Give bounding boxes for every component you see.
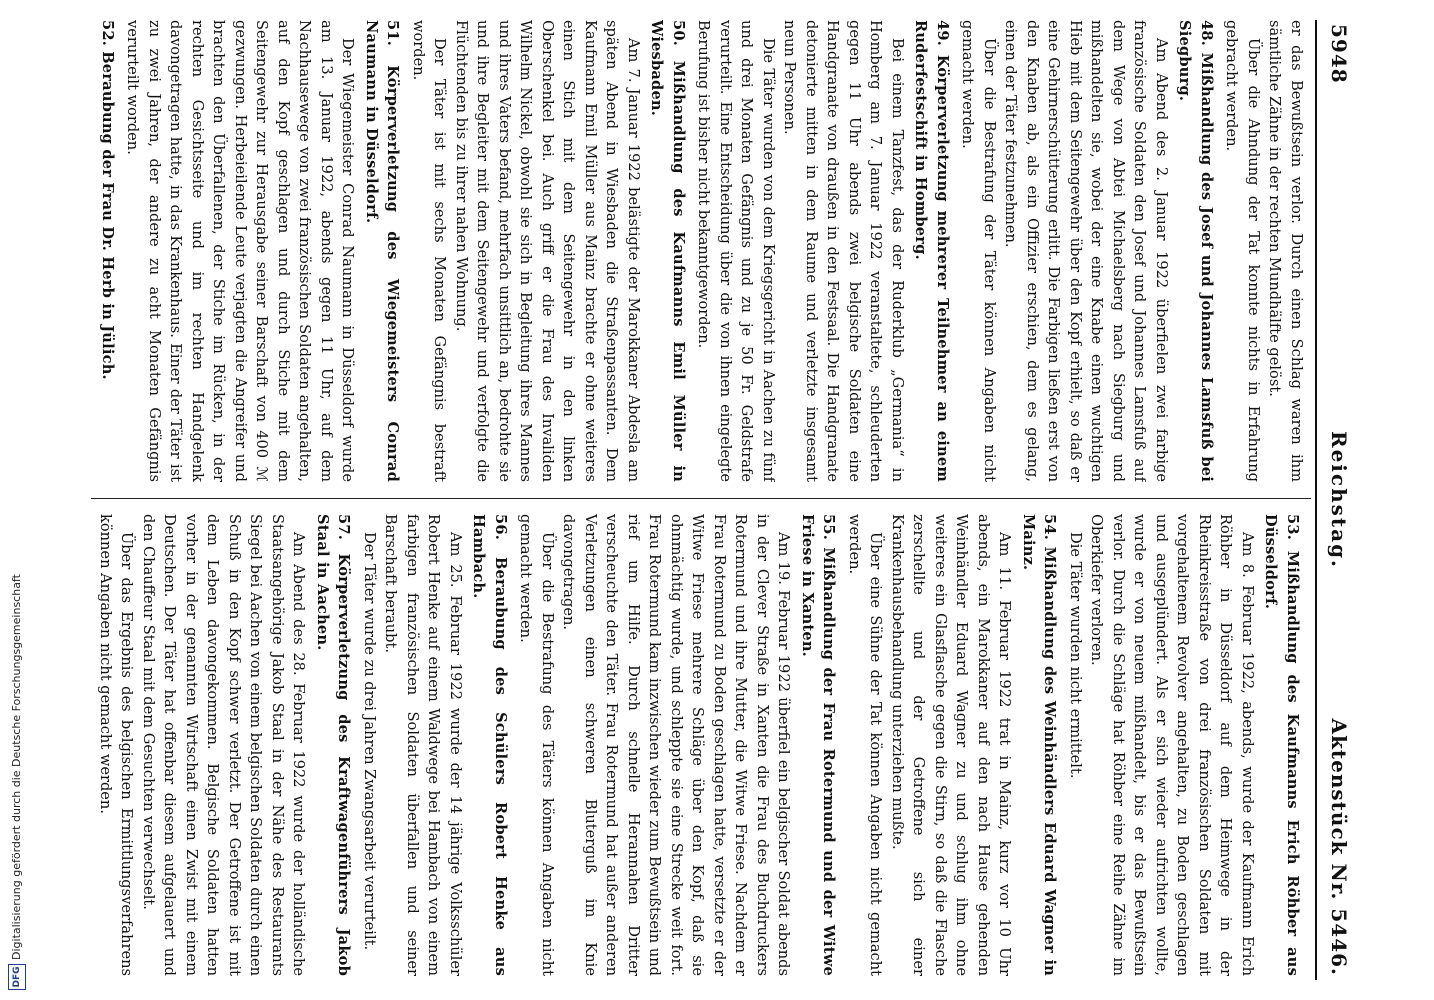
paragraph: er das Bewußtsein verlor. Durch einen Schlag waren ihm sämtliche Zähne in der rechten Mundhälfte gelöst. xyxy=(1266,20,1305,482)
section-heading: 51. Körperverletzung des Wiegemeisters Conrad Naumann in Düsseldorf. xyxy=(363,20,402,482)
paragraph: Über die Bestrafung des Täters können Angaben nicht gemacht werden. xyxy=(517,514,556,976)
section-heading: 56. Beraubung des Schülers Robert Henke aus Hambach. xyxy=(470,514,509,976)
section-heading: 53. Mißhandlung des Kaufmanns Erich Röhber aus Düsseldorf. xyxy=(1262,514,1301,976)
paragraph: Die Täter wurden nicht ermittelt. xyxy=(1067,532,1084,779)
header-title: Reichstag. xyxy=(1327,430,1351,570)
digitization-footer xyxy=(8,10,28,990)
paragraph: Am 7. Januar 1922 belästigte der Marokkaner Abdesla am späten Abend in Wiesbaden die Straßenpassanten. Dem Kaufmann Emil Müller aus Mainz brachte er ohne weiteres einen Stich mit dem Seitengewehr in den linken Oberschenkel bei. Auch griff er die Frau des Invaliden Wilhelm Nickel, obwohl sie sich in Begleitung ihres Mannes und ihres Vaters befand, mehrfach unsittlich an, bedrohte sie und ihre Begleiter mit dem Seitengewehr und verfolgte die Flüchtenden bis zu ihrer nahen Wohnung. xyxy=(453,20,642,482)
paragraph: Am 11. Februar 1922 trat in Mainz, kurz vor 10 Uhr abends, ein Marokkaner auf den nach Hause gehenden Weinhändler Eduard Wagner zu und schlug ihm ohne weiteres ein Glasflasche gegen die Stirn, so daß die Flasche zerschellte und der Getroffene sich einer Krankenhausbehandlung unterziehen mußte. xyxy=(889,514,1014,976)
dfg-logo-icon: DFG xyxy=(8,964,26,990)
paragraph: Am Abend des 2. Januar 1922 überfielen zwei farbige französische Soldaten den Josef und Johannes Lamsfuß auf dem Wege von Abtei Michaelsberg nach Siegburg und mißhandelten sie, wobei der eine Knabe einen wuchtigen Hieb mit dem Seitengewehr über den Kopf erhielt, so daß er eine Gehirnerschütterung erlitt. Die Farbigen ließen erst von den Knaben ab, als ein Offizier erschien, dem es gelang, einen der Täter festzunehmen. xyxy=(1002,20,1170,482)
left-column xyxy=(92,20,1307,482)
page-number: 5948 xyxy=(1327,24,1351,84)
paragraph: Über eine Sühne der Tat können Angaben nicht gemacht werden. xyxy=(846,514,885,976)
paragraph: Am 25. Februar 1922 wurde der 14 jährige Volksschüler Robert Henke auf einem Waldwege bei Hambach von einem farbigen französischen Soldaten überfallen und seiner Barschaft beraubt. xyxy=(382,514,464,976)
section-heading: 54. Mißhandlung des Weinhändlers Eduard Wagner in Mainz. xyxy=(1020,514,1059,976)
column-separator xyxy=(91,498,1311,499)
section-heading: 49. Körperverletzung mehrerer Teilnehmer an einem Ruderfestschift in Homberg. xyxy=(912,20,951,482)
footer-text: Digitalisierung gefördert durch die Deutsche Forschungsgemeinschaft xyxy=(10,574,23,960)
rotated-newspaper-page xyxy=(87,20,1357,980)
section-heading: 57. Körperverletzung des Kraftwagenführers Jakob Staal in Aachen. xyxy=(314,514,353,976)
paragraph: Über die Ahndung der Tat konnte nichts in Erfahrung gebracht werden. xyxy=(1223,20,1262,482)
paragraph: Über das Ergebnis des belgischen Ermittlungsverfahrens können Angaben nicht gemacht werden. xyxy=(97,514,136,976)
right-column xyxy=(92,514,1307,976)
header-rule xyxy=(1315,20,1317,980)
paragraph: Die Täter wurden von dem Kriegsgericht in Aachen zu fünf und drei Monaten Gefängnis und zu je 50 Fr. Geldstrafe verurteilt. Eine Entscheidung über die von ihnen eingelegte Berufung ist bisher nicht bekanntgeworden. xyxy=(695,20,777,482)
section-heading: 50. Mißhandlung des Kaufmanns Emil Müller in Wiesbaden. xyxy=(648,20,687,482)
section-heading: 55. Mißhandlung der Frau Rotermund und der Witwe Friese in Xanten. xyxy=(799,514,838,976)
document-number: Aktenstück Nr. 5446. xyxy=(1327,718,1351,976)
page-header xyxy=(1313,20,1357,980)
section-heading: 48. Mißhandlung des Josef und Johannes Lamsfuß bei Siegburg. xyxy=(1176,20,1215,482)
paragraph: Am 8. Februar 1922, abends, wurde der Kaufmann Erich Röhber in Düsseldorf auf dem Heimwege in der Rheinkreisstraße von drei französischen Soldaten mit vorgehaltenem Revolver angehalten, zu Boden geschlagen und ausgeplündert. Als er sich wieder aufrichten wollte, wurde er von neuem mißhandelt, bis er das Bewußtsein verlor. Durch die Schläge hat Röhber eine Reihe Zähne im Oberkiefer verloren. xyxy=(1088,514,1256,976)
paragraph xyxy=(92,20,95,482)
paragraph: Am 19. Februar 1922 überfiel ein belgischer Soldat abends in der Clever Straße in Xanten die Frau des Buchdruckers Rotermund und ihre Mutter, die Witwe Friese. Nachdem er Frau Rotermund zu Boden geschlagen hatte, versetzte er der Witwe Friese mehrere Schläge über den Kopf, daß sie ohnmächtig wurde, und schleppte sie eine Strecke weit fort. Frau Rotermund kam inzwischen wieder zum Bewußtsein und rief um Hilfe. Durch schnelle Herannahen Dritter verscheuchte den Täter. Frau Rotermund hat außer anderen Verletzungen einen schweren Bluterguß im Knie davongetragen. xyxy=(560,514,793,976)
section-heading: 52. Beraubung der Frau Dr. Herb in Jülich. xyxy=(99,20,116,380)
paragraph: Der Täter wurde zu drei Jahren Zwangsarbeit verurteilt. xyxy=(361,532,378,951)
paragraph: Über die Bestrafung der Täter können Angaben nicht gemacht werden. xyxy=(959,20,998,482)
paragraph: Der Täter ist mit sechs Monaten Gefängnis bestraft worden. xyxy=(410,20,449,482)
paragraph: Der Wiegemeister Conrad Naumann in Düsseldorf wurde am 13. Januar 1922, abends gegen 11 Uhr, auf dem Nachhausewege von zwei französischen Soldaten angehalten, auf den Kopf geschlagen und durch Stiche mit dem Seitengewehr zur Herausgabe seiner Barschaft von 400 ℳ gezwungen. Herbeieilende Leute verjagten die Angreifer und brachten den Überfallenen, der Stiche im Rücken, in der rechten Gesichtsseite und im rechten Handgelenk davongetragen hatte, in das Krankenhaus. Einer der Täter ist zu zwei Jahren, der andere zu acht Monaten Gefängnis verurteilt worden. xyxy=(124,20,357,482)
paragraph: Am Abend des 28. Februar 1922 wurde der holländische Staatsangehörige Jakob Staal in der Nähe des Restaurants Siegel bei Aachen von einem belgischen Soldaten durch einen Schuß in den Kopf schwer verletzt. Der Getroffene ist mit dem Leben davongekommen. Belgische Soldaten hatten vorher in der genannten Wirtschaft einen Zwist mit einem Deutschen. Der Täter hat offenbar diesem aufgelauert und den Chauffeur Staal mit dem Gesuchten verwechselt. xyxy=(140,514,308,976)
paragraph: Bei einem Tanzfest, das der Ruderklub „Germania“ in Homberg am 7. Januar 1922 veranstaltete, schleuderten gegen 11 Uhr abends zwei belgische Soldaten eine Handgranate von draußen in den Festsaal. Die Handgranate detonierte mitten in dem Raume und verletzte insgesamt neun Personen. xyxy=(781,20,906,482)
